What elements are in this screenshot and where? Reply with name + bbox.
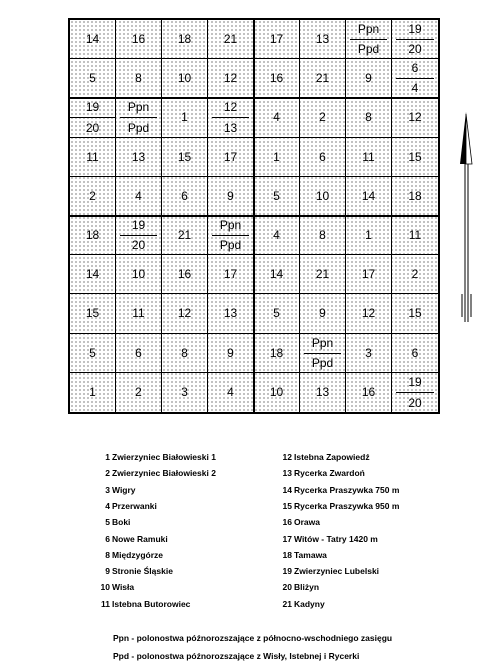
grid-cell [254, 216, 300, 255]
cell-value: 2 [411, 267, 419, 282]
cell-value: 16 [131, 32, 146, 47]
cell-value-bottom: Ppd [311, 355, 334, 370]
grid-cell [346, 177, 392, 216]
cell-value-top: 19 [131, 218, 146, 232]
grid-cell [70, 255, 116, 294]
legend-item [282, 468, 365, 478]
grid-cell [70, 20, 116, 59]
cell-value: 21 [177, 228, 192, 243]
grid-cell [162, 20, 208, 59]
grid-cell [300, 216, 346, 255]
cell-value-bottom: 20 [408, 42, 422, 57]
cell-value: 12 [177, 306, 192, 321]
cell-value: 13 [223, 306, 238, 321]
legend-name: Boki [112, 517, 131, 528]
grid-cell [254, 294, 300, 333]
cell-value: 11 [132, 306, 145, 321]
cell-value: 1 [181, 110, 188, 125]
legend-number: 18 [282, 549, 292, 560]
legend-item [100, 582, 134, 592]
grid-cell [208, 255, 254, 294]
cell-value: 17 [269, 32, 284, 47]
cell-value-bottom: 20 [85, 120, 100, 135]
cell-value: 10 [315, 188, 330, 203]
grid-cell [346, 255, 392, 294]
cell-value-top: 6 [411, 61, 419, 76]
cell-value: 1 [365, 228, 372, 243]
grid-cell [300, 59, 346, 98]
grid-cell [300, 373, 346, 412]
grid-cell [116, 334, 162, 373]
grid-cell [254, 20, 300, 59]
grid-cell [392, 255, 438, 294]
cell-value: 14 [269, 267, 284, 282]
grid-cell [208, 98, 254, 137]
legend-item [100, 485, 136, 495]
grid-cell [392, 373, 438, 412]
cell-value-top: 19 [85, 100, 100, 115]
grid-cell [346, 20, 392, 59]
legend-number: 12 [282, 452, 292, 462]
grid-cell [300, 20, 346, 59]
legend-name: Rycerka Praszywka 750 m [294, 484, 400, 495]
grid-cell [116, 138, 162, 177]
cell-value: 18 [408, 188, 422, 203]
cell-value: 11 [408, 228, 422, 243]
block-divider [70, 215, 438, 217]
grid-cell [70, 216, 116, 255]
grid-cell [300, 334, 346, 373]
cell-divider [212, 235, 249, 236]
cell-value: 16 [177, 267, 192, 282]
cell-value: 17 [361, 267, 376, 282]
cell-value: 16 [269, 71, 284, 86]
grid-cell [346, 216, 392, 255]
legend-number: 4 [105, 500, 110, 511]
cell-value: 8 [135, 71, 142, 86]
grid-cell [70, 177, 116, 216]
cell-value: 4 [273, 110, 280, 125]
grid-cell [300, 138, 346, 177]
legend-name: Rycerka Praszywka 950 m [294, 500, 400, 511]
legend-item [282, 452, 370, 462]
grid-cell [70, 138, 116, 177]
legend-item [282, 582, 319, 592]
footnote-ppd: Ppd - polonostwa późnorozszające z Wisły, Istebnej i Rycerki [113, 651, 360, 661]
grid-cell [116, 255, 162, 294]
grid-cell [208, 373, 254, 412]
grid-cell [300, 98, 346, 137]
grid-cell [208, 294, 254, 333]
grid-cell [392, 334, 438, 373]
cell-value-bottom: Ppd [219, 238, 242, 253]
legend-name: Stronie Śląskie [112, 566, 173, 577]
legend-number: 6 [105, 533, 110, 544]
cell-value: 8 [319, 228, 326, 243]
cell-value: 4 [273, 228, 280, 243]
cell-value-bottom: Ppd [357, 42, 380, 57]
cell-value-top: 19 [408, 374, 422, 389]
grid-cell [346, 98, 392, 137]
grid-cell [208, 216, 254, 255]
cell-divider [396, 392, 434, 393]
cell-value-top: Ppn [357, 22, 380, 36]
cell-value: 10 [269, 385, 284, 400]
grid-cell [208, 334, 254, 373]
cell-value: 10 [131, 267, 146, 282]
cell-value: 15 [177, 149, 192, 164]
cell-value: 6 [411, 345, 419, 360]
grid-cell [346, 373, 392, 412]
legend-number: 1 [105, 452, 110, 462]
grid-cell [162, 138, 208, 177]
cell-value-top: Ppn [127, 100, 150, 115]
cell-value: 14 [85, 32, 100, 47]
grid-cell [208, 177, 254, 216]
cell-divider [120, 117, 157, 118]
grid-cell [254, 255, 300, 294]
legend-item [282, 550, 327, 560]
cell-value: 14 [85, 267, 100, 282]
grid-cell [70, 98, 116, 137]
grid-cell [392, 294, 438, 333]
cell-divider [212, 117, 249, 118]
cell-value: 8 [365, 110, 372, 125]
cell-divider [120, 235, 157, 236]
grid-cell [254, 98, 300, 137]
legend-item [100, 468, 216, 478]
cell-value: 1 [89, 385, 96, 400]
grid-cell [162, 255, 208, 294]
legend-item [282, 599, 325, 609]
cell-value: 11 [86, 149, 99, 164]
legend-name: Wigry [112, 484, 136, 495]
legend-name: Witów - Tatry 1420 m [294, 533, 378, 544]
grid-cell [162, 59, 208, 98]
cell-value: 15 [408, 306, 422, 321]
grid-cell [300, 294, 346, 333]
legend-item [100, 534, 168, 544]
grid-cell [392, 59, 438, 98]
cell-value: 13 [131, 149, 146, 164]
cell-value: 10 [177, 71, 192, 86]
legend-item [100, 501, 157, 511]
legend-name: Zwierzyniec Białowieski 1 [112, 452, 216, 462]
legend-item [282, 566, 379, 576]
grid-cell [300, 255, 346, 294]
cell-value-top: 19 [408, 22, 422, 36]
cell-value: 6 [135, 345, 142, 360]
legend-number: 5 [105, 517, 110, 528]
cell-value: 12 [408, 110, 422, 125]
cell-value: 4 [227, 385, 234, 400]
cell-value: 15 [408, 149, 422, 164]
grid-cell [116, 177, 162, 216]
cell-value: 5 [89, 345, 96, 360]
legend-number: 9 [105, 566, 110, 577]
cell-value: 9 [227, 188, 234, 203]
legend-name: Nowe Ramuki [112, 533, 168, 544]
north-arrow-icon [456, 112, 476, 322]
cell-value: 17 [223, 149, 238, 164]
grid-cell [162, 334, 208, 373]
cell-value: 21 [223, 32, 238, 47]
cell-divider [396, 78, 434, 79]
legend-number: 13 [282, 468, 292, 479]
legend-name: Wisła [112, 582, 135, 593]
grid-cell [346, 138, 392, 177]
cell-value: 18 [269, 345, 284, 360]
cell-value: 11 [362, 149, 375, 164]
cell-value: 15 [85, 306, 100, 321]
cell-divider [70, 117, 115, 118]
grid-cell [70, 59, 116, 98]
grid-cell [254, 59, 300, 98]
legend-item [100, 599, 190, 609]
grid-cell [70, 294, 116, 333]
cell-divider [350, 39, 387, 40]
cell-value: 8 [181, 345, 188, 360]
grid-cell [116, 216, 162, 255]
grid-cell [116, 20, 162, 59]
cell-value: 6 [181, 188, 188, 203]
grid-cell [254, 138, 300, 177]
grid-cell [392, 216, 438, 255]
cell-value: 9 [365, 71, 372, 86]
cell-value: 1 [273, 149, 280, 164]
legend-name: Zwierzyniec Białowieski 2 [112, 468, 216, 479]
cell-value-bottom: 13 [223, 120, 238, 135]
cell-value: 6 [319, 149, 326, 164]
cell-value: 17 [223, 267, 238, 282]
legend-item [100, 550, 163, 560]
grid-cell [116, 98, 162, 137]
grid-cell [162, 294, 208, 333]
cell-value: 16 [361, 385, 376, 400]
grid-cell [162, 98, 208, 137]
grid-cell [208, 138, 254, 177]
cell-value: 2 [319, 110, 326, 125]
legend-number: 11 [101, 598, 110, 609]
legend-name: Orawa [294, 517, 320, 528]
legend-number: 19 [282, 566, 292, 577]
legend-number: 17 [282, 533, 292, 544]
grid-cell [70, 334, 116, 373]
cell-value: 14 [361, 188, 376, 203]
legend-number: 20 [282, 582, 292, 593]
cell-divider [396, 39, 434, 40]
cell-value: 9 [227, 345, 234, 360]
cell-value: 4 [135, 188, 142, 203]
cell-value: 13 [315, 32, 330, 47]
legend-item [100, 517, 130, 527]
cell-value: 2 [89, 188, 96, 203]
legend-item [282, 485, 399, 495]
cell-value: 3 [365, 345, 372, 360]
legend-number: 16 [282, 517, 292, 528]
cell-value-top: 12 [223, 100, 238, 115]
cell-value-bottom: 4 [411, 81, 419, 96]
provenance-grid [68, 18, 440, 414]
legend-name: Zwierzyniec Lubelski [294, 566, 380, 577]
cell-value-bottom: 20 [131, 238, 146, 253]
grid-cell [254, 373, 300, 412]
legend-name: Kadyny [294, 598, 325, 609]
legend-name: Bliżyn [294, 582, 320, 593]
legend-name: Istebna Butorowiec [112, 598, 191, 609]
legend-name: Przerwanki [112, 500, 157, 511]
block-divider [70, 97, 438, 99]
legend-number: 10 [100, 582, 110, 593]
cell-value: 18 [177, 32, 192, 47]
cell-value: 5 [89, 71, 96, 86]
grid-cell [116, 294, 162, 333]
legend-item [282, 501, 399, 511]
cell-value: 21 [315, 71, 330, 86]
cell-value: 5 [273, 306, 280, 321]
grid-cell [116, 59, 162, 98]
legend-item [100, 452, 216, 462]
grid-cell [162, 216, 208, 255]
cell-divider [304, 353, 341, 354]
cell-value: 3 [181, 385, 188, 400]
legend-number: 3 [105, 484, 110, 495]
legend-item [100, 566, 173, 576]
grid-cell [346, 334, 392, 373]
legend-number: 14 [282, 484, 292, 495]
grid-cell [392, 138, 438, 177]
cell-value: 9 [319, 306, 326, 321]
cell-value-bottom: 20 [408, 395, 422, 410]
cell-value: 5 [273, 188, 280, 203]
grid-cell [300, 177, 346, 216]
legend-number: 8 [105, 549, 110, 560]
grid-cell [254, 177, 300, 216]
grid-cell [162, 373, 208, 412]
grid-cell [346, 59, 392, 98]
grid-cell [162, 177, 208, 216]
legend-name: Rycerka Zwardoń [294, 468, 365, 479]
grid-cell [392, 98, 438, 137]
legend-name: Istebna Zapowiedź [294, 452, 370, 462]
cell-value: 18 [85, 228, 100, 243]
grid-cell [346, 294, 392, 333]
cell-value: 13 [315, 385, 330, 400]
grid-cell [392, 177, 438, 216]
grid-cell [208, 59, 254, 98]
legend-name: Tamawa [294, 549, 327, 560]
cell-value: 21 [315, 267, 330, 282]
cell-value-top: Ppn [311, 335, 334, 350]
legend-number: 2 [105, 468, 110, 479]
cell-value: 12 [361, 306, 376, 321]
cell-value: 2 [135, 385, 142, 400]
legend-number: 15 [282, 500, 292, 511]
grid-cell [116, 373, 162, 412]
cell-value: 12 [223, 71, 238, 86]
legend-item [282, 517, 320, 527]
cell-value-bottom: Ppd [127, 120, 150, 135]
legend-number: 21 [282, 598, 292, 609]
grid-cell [392, 20, 438, 59]
legend-item [282, 534, 378, 544]
footnote-ppn: Ppn - polonostwa późnorozszające z północno-wschodniego zasięgu [113, 633, 393, 643]
cell-value-top: Ppn [219, 218, 242, 232]
legend-name: Międzygórze [112, 549, 164, 560]
grid-cell [70, 373, 116, 412]
grid-cell [254, 334, 300, 373]
grid-cell [208, 20, 254, 59]
